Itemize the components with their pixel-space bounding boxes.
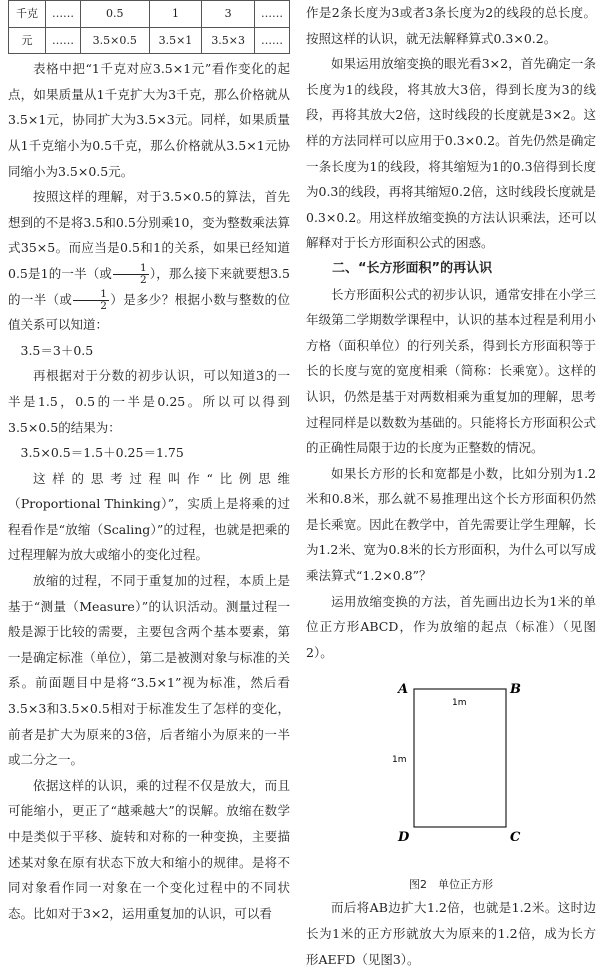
- unit-square-diagram: [306, 665, 596, 875]
- paragraph: 如果长方形的长和宽都是小数，比如分别为1.2米和0.8米，那么就不易推理出这个长方形面积仍然是长乘宽。因此在教学中，首先需要让学生理解，长为1.2米、宽为0.8米的长方形面积，为什么可以写成乘法算式“1.2×0.8”？: [306, 465, 596, 584]
- fraction-denominator: 2: [100, 299, 107, 312]
- text-run: ）是多少？根据小数与整数的位值关系可以知道：: [8, 291, 290, 333]
- right-column: [306, 0, 596, 972]
- price-table-body: [9, 1, 290, 54]
- fraction-numerator: 1: [73, 289, 109, 301]
- paragraph: 再根据对于分数的初步认识，可以知道3的一半是1.5，0.5的一半是0.25。所以可以得到3.5×0.5的结果为：: [8, 368, 290, 435]
- table-cell: ……: [255, 27, 290, 54]
- table-row: [9, 27, 290, 54]
- vertex-label-a: A: [398, 682, 409, 698]
- section-heading: 二、“长方形面积”的再认识: [332, 260, 493, 276]
- unit-square: [414, 689, 506, 827]
- paragraph-with-fraction: [8, 184, 290, 338]
- table-cell: 3.5×0.5: [80, 27, 149, 54]
- fraction-half: [73, 289, 109, 312]
- table-cell: ……: [46, 1, 81, 28]
- fraction-numerator: 1: [113, 263, 149, 275]
- table-cell: ……: [46, 27, 81, 54]
- table-cell: 0.5: [80, 1, 149, 28]
- paragraph: 如果运用放缩变换的眼光看3×2，首先确定一条长度为1的线段，将其放大3倍，得到长度为3的线段，再将其放大2倍，这时线段的长度就是3×2。这样的方法同样可以应用于0.3×0.2。首先仍然是确定一条长度为1的线段，将其缩短为1的0.3倍得到长度为0.3的线段，再将其缩短0.2倍，这时线段长度就是0.3×0.2。用这样放缩变换的方法认识乘法，还可以解释对于长方形面积公式的困惑。: [306, 56, 596, 251]
- paragraph: 放缩的过程，不同于重复加的过程，本质上是基于“测量（Measure）”的认识活动。测量过程一般是源于比较的需要，主要包含两个基本要素，第一是确定标准（单位），第二是被测对象与标准的关系。前面题目中是将“3.5×1”视为标准，然后看3.5×3和3.5×0.5相对于标准发生了怎样的变化，前者是扩大为原来的3倍，后者缩小为原来的一半或二分之一。: [8, 573, 290, 768]
- price-table: [8, 0, 290, 54]
- left-column: [8, 0, 290, 926]
- table-row-label: 元: [9, 27, 46, 54]
- equation: 3.5×0.5＝1.5＋0.25＝1.75: [20, 445, 184, 461]
- paragraph: 依据这样的认识，乘的过程不仅是放大，而且可能缩小，更正了“越乘越大”的误解。放缩在数学中是类似于平移、旋转和对称的一种变换，主要描述某对象在原有状态下放大和缩小的规律。是将不同对象看作同一对象在一个变化过程中的不同状态。比如对于3×2，运用重复加的认识，可以看: [8, 777, 290, 921]
- vertex-label-d: D: [398, 830, 410, 846]
- paragraph: 运用放缩变换的方法，首先画出边长为1米的单位正方形ABCD，作为放缩的起点（标准）（见图2）。: [306, 593, 596, 660]
- table-cell: 3: [202, 1, 255, 28]
- paragraph: 作是2条长度为3或者3条长度为2的线段的总长度。按照这样的认识，就无法解释算式0.3×0.2。: [306, 5, 596, 46]
- vertex-label-c: C: [510, 830, 521, 846]
- paragraph: 而后将AB边扩大1.2倍，也就是1.2米。这时边长为1米的正方形就放大为原来的1.2倍，成为长方形AEFD（见图3）。: [306, 900, 596, 967]
- side-length-top: 1m: [452, 698, 467, 709]
- equation: 3.5＝3＋0.5: [20, 342, 94, 358]
- table-cell: 3.5×1: [149, 27, 202, 54]
- unit-square-figure: [306, 665, 596, 875]
- text-run: ），那么接下来就要想3.5的一半（或: [8, 265, 290, 307]
- paragraph: 表格中把“1千克对应3.5×1元”看作变化的起点，如果质量从1千克扩大为3千克，那么价格就从3.5×1元，协同扩大为3.5×3元。同样，如果质量从1千克缩小为0.5千克，那么价格就从3.5×1元协同缩小为3.5×0.5元。: [8, 61, 290, 179]
- figure-caption: 图2 单位正方形: [409, 878, 493, 892]
- table-cell: 3.5×3: [202, 27, 255, 54]
- side-length-left: 1m: [392, 755, 407, 766]
- vertex-label-b: B: [510, 682, 521, 698]
- table-cell: 1: [149, 1, 202, 28]
- text-run: 按照这样的理解，对于3.5×0.5的算法，首先想到的不是将3.5和0.5分别乘10，变为整数乘法算式35×5。而应当是0.5和1的关系，如果已经知道0.5是1的一半（或: [8, 189, 290, 281]
- fraction-half: [113, 263, 149, 286]
- table-cell: ……: [255, 1, 290, 28]
- table-row: [9, 1, 290, 28]
- paragraph: 长方形面积公式的初步认识，通常安排在小学三年级第二学期数学课程中，认识的基本过程是利用小方格（面积单位）的行列关系，得到长方形面积等于长的长度与宽的宽度相乘（简称：长乘宽）。这样的认识，仍然是基于对两数相乘为重复加的理解，思考过程同样是以数数为基础的。只能将长方形面积公式的正确性局限于边的长度为正整数的情况。: [306, 286, 596, 456]
- table-row-label: 千克: [9, 1, 46, 28]
- fraction-denominator: 2: [140, 273, 147, 286]
- paragraph: 这样的思考过程叫作“比例思维（Proportional Thinking）”，实质上是将乘的过程看作是“放缩（Scaling）”的过程，也就是把乘的过程理解为放大或缩小的变化过程。: [8, 470, 290, 563]
